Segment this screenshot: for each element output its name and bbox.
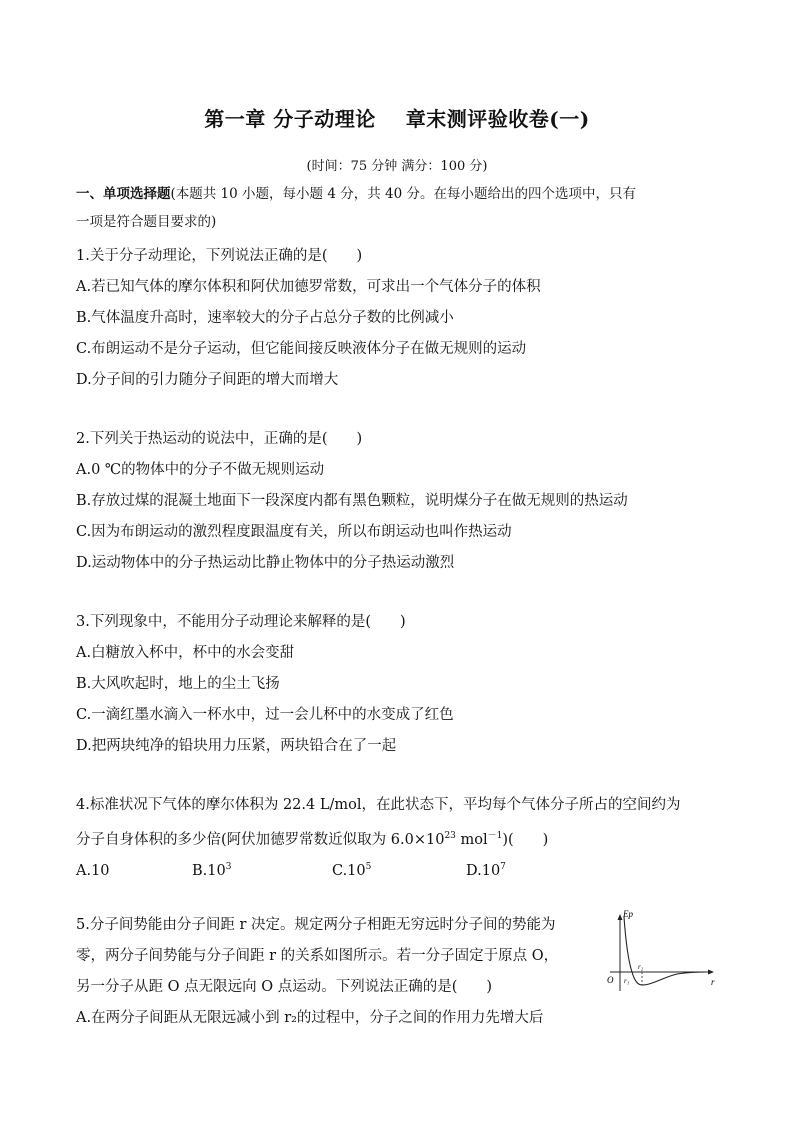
page-title bbox=[0, 103, 794, 132]
question-4-option-b bbox=[192, 857, 332, 881]
question-3-option-d: D.把两块纯净的铅块用力压紧，两块铅合在了一起 bbox=[76, 738, 397, 754]
origin-label: O bbox=[607, 975, 614, 985]
q4-exponent-23: 23 bbox=[444, 831, 456, 841]
question-4-stem-line1: 4.标准状况下气体的摩尔体积为 22.4 L/mol，在此状态下，平均每个气体分子所占的空间约为 bbox=[76, 797, 681, 813]
question-5-stem-line2: 零，两分子间势能与分子间距 r 的关系如图所示。若一分子固定于原点 O， bbox=[76, 948, 559, 964]
question-2-stem: 2.下列关于热运动的说法中，正确的是( ) bbox=[76, 431, 363, 447]
exam-info: (时间：75 分钟 满分：100 分) bbox=[306, 159, 488, 174]
q4-text-c: )( ) bbox=[502, 831, 549, 848]
q4-text-a: 分子自身体积的多少倍(阿伏加德罗常数近似取为 6.0×10 bbox=[76, 831, 445, 848]
q4-opt-a-base: A.10 bbox=[76, 862, 110, 879]
question-2-option-b: B.存放过煤的混凝土地面下一段深度内都有黑色颗粒，说明煤分子在做无规则的热运动 bbox=[76, 493, 628, 509]
question-4-option-d bbox=[466, 857, 506, 881]
question-4-options bbox=[76, 857, 506, 881]
question-3-option-c: C.一滴红墨水滴入一杯水中，过一会儿杯中的水变成了红色 bbox=[76, 707, 454, 723]
r1-label: r₁ bbox=[624, 977, 630, 985]
question-4-stem-line2 bbox=[76, 826, 548, 850]
question-1-option-c: C.布朗运动不是分子运动，但它能间接反映液体分子在做无规则的运动 bbox=[76, 341, 527, 357]
section-heading bbox=[76, 180, 718, 236]
question-4-option-a bbox=[76, 857, 192, 881]
question-5-stem-line1: 5.分子间势能由分子间距 r 决定。规定两分子相距无穷远时分子间的势能为 bbox=[76, 917, 556, 933]
q4-opt-b-exp: 3 bbox=[225, 862, 232, 872]
section-desc-line1: (本题共 10 小题，每小题 4 分，共 40 分。在每小题给出的四个选项中，只有 bbox=[170, 186, 636, 202]
q4-opt-c-base: C.10 bbox=[332, 862, 366, 879]
x-axis-label: r bbox=[711, 977, 715, 987]
q4-exponent-neg1: －1 bbox=[487, 831, 503, 841]
question-5-option-a: A.在两分子间距从无限远减小到 r₂的过程中，分子之间的作用力先增大后 bbox=[76, 1010, 544, 1026]
q4-text-b: mol bbox=[455, 831, 488, 848]
question-1-stem: 1.关于分子动理论，下列说法正确的是( ) bbox=[76, 248, 363, 264]
section-desc-line2: 一项是符合题目要求的) bbox=[76, 214, 217, 230]
question-1-option-a: A.若已知气体的摩尔体积和阿伏加德罗常数，可求出一个气体分子的体积 bbox=[76, 279, 541, 295]
r2-label: r₂ bbox=[638, 963, 644, 971]
question-2-option-a: A.0 ℃的物体中的分子不做无规则运动 bbox=[76, 462, 325, 478]
question-2-option-c: C.因为布朗运动的激烈程度跟温度有关，所以布朗运动也叫作热运动 bbox=[76, 524, 512, 540]
chapter-title: 第一章 分子动理论 bbox=[204, 107, 376, 131]
question-1-option-d: D.分子间的引力随分子间距的增大而增大 bbox=[76, 372, 339, 388]
exam-title: 章末测评验收卷(一) bbox=[405, 107, 590, 131]
potential-energy-graph bbox=[602, 905, 720, 995]
question-1-option-b: B.气体温度升高时，速率较大的分子占总分子数的比例减小 bbox=[76, 310, 454, 326]
y-axis-label: Ep bbox=[623, 909, 633, 919]
q4-opt-d-exp: 7 bbox=[500, 862, 506, 872]
potential-curve bbox=[624, 917, 708, 985]
q4-opt-b-base: B.10 bbox=[192, 862, 226, 879]
question-5-stem-line3: 另一分子从距 O 点无限远向 O 点运动。下列说法正确的是( ) bbox=[76, 979, 493, 995]
question-4-option-c bbox=[332, 857, 466, 881]
question-2-option-d: D.运动物体中的分子热运动比静止物体中的分子热运动激烈 bbox=[76, 555, 455, 571]
question-3-option-a: A.白糖放入杯中，杯中的水会变甜 bbox=[76, 645, 295, 661]
section-title: 一、单项选择题 bbox=[76, 186, 171, 202]
y-axis-arrow bbox=[618, 914, 623, 920]
x-axis-arrow bbox=[708, 970, 714, 975]
question-3-option-b: B.大风吹起时，地上的尘土飞扬 bbox=[76, 676, 280, 692]
question-3-stem: 3.下列现象中，不能用分子动理论来解释的是( ) bbox=[76, 614, 406, 630]
q4-opt-d-base: D.10 bbox=[466, 862, 501, 879]
q4-opt-c-exp: 5 bbox=[365, 862, 372, 872]
